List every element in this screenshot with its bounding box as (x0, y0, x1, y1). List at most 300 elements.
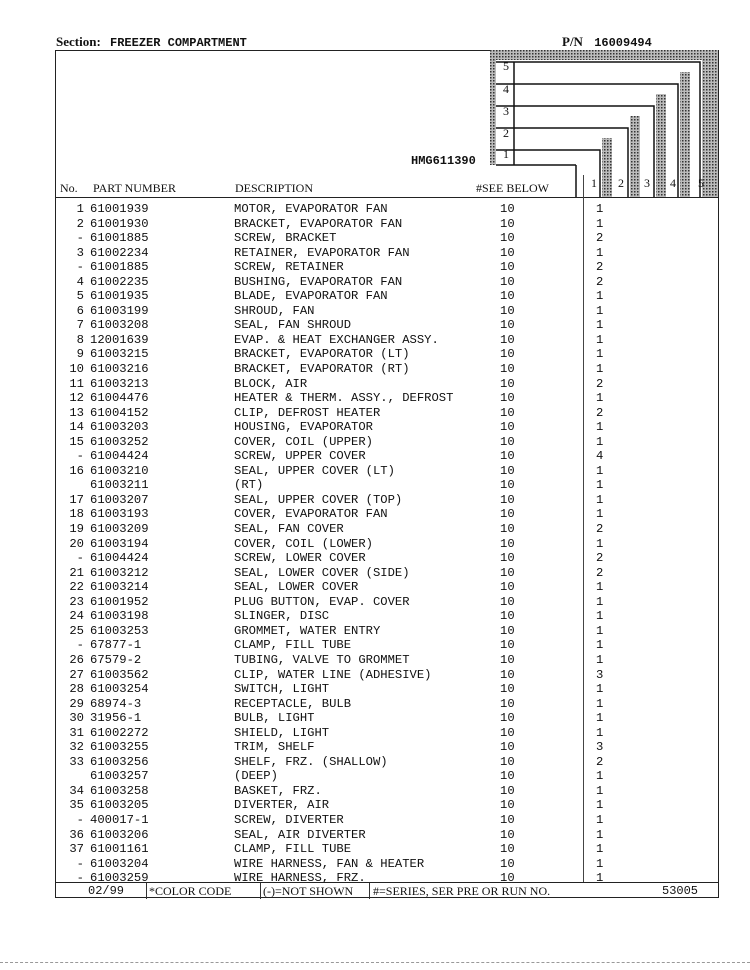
series-code: 10 (500, 507, 515, 522)
table-row (56, 289, 718, 304)
table-row (56, 624, 718, 639)
quantity: 1 (596, 289, 604, 304)
part-description: HEATER & THERM. ASSY., DEFROST (234, 391, 454, 406)
row-number: 6 (76, 303, 84, 318)
table-row (56, 784, 718, 799)
part-description: COVER, COIL (UPPER) (234, 434, 373, 449)
table-row (56, 682, 718, 697)
hatch-bar-2 (630, 116, 640, 198)
pn-label: P/N (562, 34, 583, 49)
row-number: 21 (69, 565, 84, 580)
row-number: - (76, 871, 84, 886)
part-number: 31956-1 (90, 711, 142, 726)
row-number: 34 (69, 783, 84, 798)
table-row (56, 217, 718, 232)
row-number: - (76, 812, 84, 827)
part-number: 61003198 (90, 609, 149, 624)
row-number: 30 (69, 711, 84, 726)
quantity: 1 (596, 434, 604, 449)
table-row (56, 769, 718, 784)
quantity: 1 (596, 812, 604, 827)
series-code: 10 (500, 696, 515, 711)
series-code: 10 (500, 318, 515, 333)
table-row (56, 478, 718, 493)
series-number-4: 4 (503, 82, 509, 96)
row-number: 13 (69, 405, 84, 420)
table-row (56, 231, 718, 246)
part-description: WIRE HARNESS, FRZ. (234, 871, 366, 886)
table-row (56, 464, 718, 479)
quantity: 1 (596, 536, 604, 551)
part-number: 61003208 (90, 318, 149, 333)
quantity: 1 (596, 420, 604, 435)
part-number: 61001885 (90, 231, 149, 246)
row-number: 15 (69, 434, 84, 449)
part-number: 61003204 (90, 856, 149, 871)
part-number: 61003562 (90, 667, 149, 682)
quantity: 2 (596, 522, 604, 537)
quantity: 1 (596, 580, 604, 595)
part-number: 61002272 (90, 725, 149, 740)
series-code: 10 (500, 638, 515, 653)
series-diagram (490, 50, 718, 198)
quantity: 1 (596, 871, 604, 886)
column-number-5: 5 (698, 176, 704, 190)
part-description: SLINGER, DISC (234, 609, 330, 624)
part-number: 61003203 (90, 420, 149, 435)
part-description: BRACKET, EVAPORATOR (RT) (234, 362, 410, 377)
series-code: 10 (500, 202, 515, 216)
part-number: 61001930 (90, 216, 149, 231)
series-code: 10 (500, 769, 515, 784)
row-number: 32 (69, 740, 84, 755)
part-description: MOTOR, EVAPORATOR FAN (234, 202, 388, 216)
series-number-3: 3 (503, 104, 509, 118)
series-code: 10 (500, 609, 515, 624)
footer-separator (260, 883, 261, 899)
row-number: 7 (76, 318, 84, 333)
part-description: (RT) (234, 478, 264, 493)
series-code: 10 (500, 420, 515, 435)
part-description: (DEEP) (234, 769, 278, 784)
part-description: PLUG BUTTON, EVAP. COVER (234, 594, 410, 609)
part-description: SCREW, RETAINER (234, 260, 344, 275)
table-row (56, 260, 718, 275)
row-number: 23 (69, 594, 84, 609)
column-header-description: DESCRIPTION (235, 181, 314, 195)
part-description: SEAL, FAN COVER (234, 522, 344, 537)
table-row (56, 420, 718, 435)
quantity: 1 (596, 798, 604, 813)
part-number: 67579-2 (90, 652, 142, 667)
part-description: RETAINER, EVAPORATOR FAN (234, 245, 410, 260)
series-code: 10 (500, 274, 515, 289)
part-description: CLIP, WATER LINE (ADHESIVE) (234, 667, 432, 682)
column-header-no: No. (60, 181, 78, 195)
row-number: - (76, 449, 84, 464)
part-description: CLIP, DEFROST HEATER (234, 405, 381, 420)
part-description: BLOCK, AIR (234, 376, 308, 391)
table-row (56, 246, 718, 261)
part-number: 61002234 (90, 245, 149, 260)
part-number: 61001885 (90, 260, 149, 275)
table-row (56, 362, 718, 377)
quantity: 1 (596, 682, 604, 697)
part-number: 61003199 (90, 303, 149, 318)
series-number-5: 5 (503, 59, 509, 73)
table-row (56, 711, 718, 726)
part-number-heading (562, 34, 652, 50)
series-code: 10 (500, 536, 515, 551)
part-description: SCREW, DIVERTER (234, 812, 344, 827)
part-description: DIVERTER, AIR (234, 798, 330, 813)
series-code: 10 (500, 783, 515, 798)
quantity: 1 (596, 463, 604, 478)
part-number: 400017-1 (90, 812, 149, 827)
quantity: 2 (596, 260, 604, 275)
part-number: 61003215 (90, 347, 149, 362)
quantity: 1 (596, 507, 604, 522)
section-value: FREEZER COMPARTMENT (110, 36, 247, 50)
part-description: GROMMET, WATER ENTRY (234, 623, 381, 638)
series-code: 10 (500, 565, 515, 580)
quantity: 2 (596, 565, 604, 580)
table-row (56, 304, 718, 319)
part-number: 61003212 (90, 565, 149, 580)
row-number: - (76, 638, 84, 653)
row-number: 26 (69, 652, 84, 667)
series-code: 10 (500, 754, 515, 769)
part-description: EVAP. & HEAT EXCHANGER ASSY. (234, 332, 439, 347)
part-description: SHIELD, LIGHT (234, 725, 330, 740)
series-number-2: 2 (503, 126, 509, 140)
part-number: 61003210 (90, 463, 149, 478)
hatch-bar-1 (602, 138, 612, 198)
table-row (56, 609, 718, 624)
series-code: 10 (500, 711, 515, 726)
series-code: 10 (500, 391, 515, 406)
part-description: SEAL, FAN SHROUD (234, 318, 352, 333)
part-number: 61001952 (90, 594, 149, 609)
row-number: - (76, 551, 84, 566)
series-code: 10 (500, 434, 515, 449)
series-code: 10 (500, 231, 515, 246)
table-row (56, 668, 718, 683)
quantity: 1 (596, 594, 604, 609)
section-label: Section: (56, 34, 101, 49)
row-number: 3 (76, 245, 84, 260)
table-row (56, 435, 718, 450)
row-number: 1 (76, 202, 84, 216)
part-number: 61003252 (90, 434, 149, 449)
quantity: 2 (596, 754, 604, 769)
column-header-see-below: #SEE BELOW (476, 181, 549, 195)
row-number: 29 (69, 696, 84, 711)
part-description: BLADE, EVAPORATOR FAN (234, 289, 388, 304)
series-code: 10 (500, 492, 515, 507)
part-number: 61002235 (90, 274, 149, 289)
row-number: - (76, 856, 84, 871)
table-row (56, 755, 718, 770)
table-row (56, 318, 718, 333)
header-rule (56, 197, 718, 198)
part-description: BUSHING, EVAPORATOR FAN (234, 274, 403, 289)
row-number: 18 (69, 507, 84, 522)
part-number: 61004476 (90, 391, 149, 406)
quantity: 1 (596, 216, 604, 231)
row-number: 14 (69, 420, 84, 435)
part-description: BULB, LIGHT (234, 711, 315, 726)
series-code: 10 (500, 347, 515, 362)
table-row (56, 202, 718, 217)
series-code: 10 (500, 522, 515, 537)
series-code: 10 (500, 827, 515, 842)
quantity: 1 (596, 332, 604, 347)
table-row (56, 522, 718, 537)
table-row (56, 653, 718, 668)
table-row (56, 740, 718, 755)
column-number-2: 2 (618, 176, 624, 190)
quantity: 1 (596, 725, 604, 740)
row-number: 22 (69, 580, 84, 595)
part-description: SCREW, LOWER COVER (234, 551, 366, 566)
row-number: 35 (69, 798, 84, 813)
row-number: 24 (69, 609, 84, 624)
series-code: 10 (500, 798, 515, 813)
table-row (56, 595, 718, 610)
table-row (56, 275, 718, 290)
quantity: 1 (596, 318, 604, 333)
part-number: 61003258 (90, 783, 149, 798)
quantity: 1 (596, 696, 604, 711)
part-description: COVER, COIL (LOWER) (234, 536, 373, 551)
table-row (56, 406, 718, 421)
table-row (56, 697, 718, 712)
column-number-3: 3 (644, 176, 650, 190)
series-code: 10 (500, 463, 515, 478)
part-number: 67877-1 (90, 638, 142, 653)
row-number: 10 (69, 362, 84, 377)
row-number: 28 (69, 682, 84, 697)
table-row (56, 842, 718, 857)
part-description: HOUSING, EVAPORATOR (234, 420, 373, 435)
part-description: SEAL, UPPER COVER (LT) (234, 463, 395, 478)
hatch-bar-4 (680, 72, 690, 198)
series-code: 10 (500, 667, 515, 682)
series-code: 10 (500, 376, 515, 391)
quantity: 1 (596, 245, 604, 260)
row-number: 12 (69, 391, 84, 406)
part-number: 61003216 (90, 362, 149, 377)
quantity: 2 (596, 376, 604, 391)
pn-value: 16009494 (594, 36, 652, 50)
series-code: 10 (500, 478, 515, 493)
part-description: SCREW, BRACKET (234, 231, 337, 246)
quantity: 2 (596, 405, 604, 420)
part-number: 61001939 (90, 202, 149, 216)
table-row (56, 333, 718, 348)
part-number: 61003206 (90, 827, 149, 842)
part-number: 61003257 (90, 769, 149, 784)
quantity: 2 (596, 231, 604, 246)
table-row (56, 493, 718, 508)
part-number: 61003205 (90, 798, 149, 813)
table-row (56, 551, 718, 566)
footer-not-shown: (-)=NOT SHOWN (263, 884, 354, 898)
footer-separator (146, 883, 147, 899)
part-description: BRACKET, EVAPORATOR (LT) (234, 347, 410, 362)
part-description: BRACKET, EVAPORATOR FAN (234, 216, 403, 231)
series-number-1: 1 (503, 147, 509, 161)
part-number: 61003194 (90, 536, 149, 551)
part-number: 61004152 (90, 405, 149, 420)
part-description: SWITCH, LIGHT (234, 682, 330, 697)
series-code: 10 (500, 871, 515, 886)
page-bottom-rule (0, 962, 750, 963)
part-number: 61001935 (90, 289, 149, 304)
part-description: CLAMP, FILL TUBE (234, 638, 352, 653)
table-row (56, 377, 718, 392)
table-row (56, 726, 718, 741)
series-code: 10 (500, 842, 515, 857)
quantity: 1 (596, 609, 604, 624)
row-number: - (76, 260, 84, 275)
row-number: 27 (69, 667, 84, 682)
part-description: RECEPTACLE, BULB (234, 696, 352, 711)
row-number: - (76, 231, 84, 246)
quantity: 3 (596, 667, 604, 682)
footer-series-note: #=SERIES, SER PRE OR RUN NO. (373, 884, 551, 898)
quantity: 3 (596, 740, 604, 755)
part-description: SEAL, AIR DIVERTER (234, 827, 366, 842)
table-row (56, 507, 718, 522)
series-code: 10 (500, 580, 515, 595)
row-number: 20 (69, 536, 84, 551)
series-code: 10 (500, 623, 515, 638)
quantity: 1 (596, 202, 604, 216)
row-number: 4 (76, 274, 84, 289)
footer-rule (56, 882, 718, 883)
series-code: 10 (500, 682, 515, 697)
series-code: 10 (500, 245, 515, 260)
series-code: 10 (500, 856, 515, 871)
part-description: TUBING, VALVE TO GROMMET (234, 652, 410, 667)
row-number: 11 (69, 376, 84, 391)
part-description: SCREW, UPPER COVER (234, 449, 366, 464)
row-number: 37 (69, 842, 84, 857)
column-header-part-number: PART NUMBER (93, 181, 176, 195)
section-heading (56, 34, 247, 50)
series-code: 10 (500, 362, 515, 377)
table-row (56, 347, 718, 362)
part-description: WIRE HARNESS, FAN & HEATER (234, 856, 425, 871)
part-number: 12001639 (90, 332, 149, 347)
row-number: 31 (69, 725, 84, 740)
part-number: 61003193 (90, 507, 149, 522)
part-number: 61003207 (90, 492, 149, 507)
quantity: 1 (596, 478, 604, 493)
row-number: 8 (76, 332, 84, 347)
footer-page-number: 53005 (662, 884, 699, 898)
part-number: 61003256 (90, 754, 149, 769)
series-code: 10 (500, 405, 515, 420)
quantity: 1 (596, 842, 604, 857)
part-number: 61003254 (90, 682, 149, 697)
part-description: SEAL, LOWER COVER (SIDE) (234, 565, 410, 580)
part-description: SHROUD, FAN (234, 303, 315, 318)
series-code: 10 (500, 260, 515, 275)
series-code: 10 (500, 303, 515, 318)
row-number: 16 (69, 463, 84, 478)
series-code: 10 (500, 740, 515, 755)
series-code: 10 (500, 725, 515, 740)
table-row (56, 813, 718, 828)
part-description: BASKET, FRZ. (234, 783, 322, 798)
quantity: 1 (596, 638, 604, 653)
hatch-bar-3 (656, 94, 666, 198)
part-number: 68974-3 (90, 696, 142, 711)
hatch-band (492, 50, 718, 60)
series-code: 10 (500, 449, 515, 464)
series-code: 10 (500, 289, 515, 304)
quantity: 1 (596, 769, 604, 784)
quantity: 1 (596, 856, 604, 871)
row-number: 19 (69, 522, 84, 537)
footer-separator (369, 883, 370, 899)
part-description: COVER, EVAPORATOR FAN (234, 507, 388, 522)
part-number: 61001161 (90, 842, 149, 857)
quantity: 1 (596, 783, 604, 798)
part-number: 61003209 (90, 522, 149, 537)
quantity: 4 (596, 449, 604, 464)
parts-table (56, 202, 718, 886)
footer-date: 02/99 (88, 884, 125, 898)
table-row (56, 638, 718, 653)
part-number: 61003214 (90, 580, 149, 595)
row-number: 9 (76, 347, 84, 362)
table-row (56, 391, 718, 406)
part-description: SHELF, FRZ. (SHALLOW) (234, 754, 388, 769)
part-description: SEAL, UPPER COVER (TOP) (234, 492, 403, 507)
quantity: 1 (596, 711, 604, 726)
part-description: TRIM, SHELF (234, 740, 315, 755)
row-number: 33 (69, 754, 84, 769)
part-number: 61004424 (90, 449, 149, 464)
quantity: 1 (596, 303, 604, 318)
model-number: HMG611390 (411, 154, 476, 168)
quantity: 1 (596, 362, 604, 377)
quantity: 1 (596, 827, 604, 842)
series-code: 10 (500, 216, 515, 231)
table-row (56, 857, 718, 872)
hatch-left (490, 50, 496, 165)
part-number: 61003213 (90, 376, 149, 391)
column-number-1: 1 (591, 176, 597, 190)
table-row (56, 449, 718, 464)
part-number: 61003211 (90, 478, 149, 493)
row-number: 5 (76, 289, 84, 304)
table-row (56, 580, 718, 595)
quantity: 1 (596, 623, 604, 638)
hatch-bar-5 (702, 50, 718, 198)
series-code: 10 (500, 652, 515, 667)
row-number: 2 (76, 216, 84, 231)
table-row (56, 537, 718, 552)
part-description: CLAMP, FILL TUBE (234, 842, 352, 857)
footer-color-code: *COLOR CODE (149, 884, 232, 898)
table-row (56, 798, 718, 813)
column-number-4: 4 (670, 176, 676, 190)
